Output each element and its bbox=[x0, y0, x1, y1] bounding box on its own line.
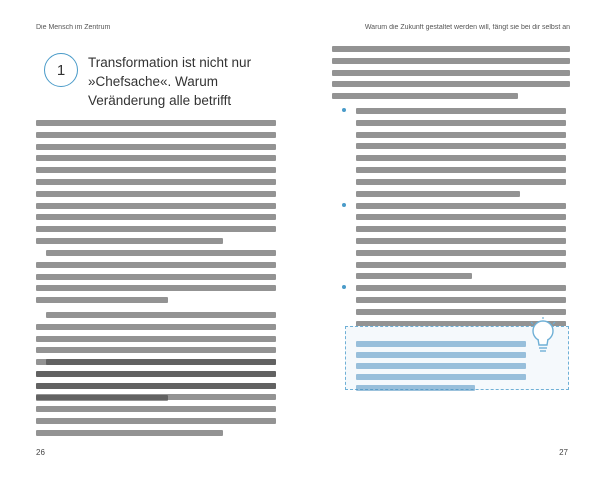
body-text-left-1 bbox=[36, 120, 276, 250]
bullet-icon bbox=[342, 285, 346, 289]
body-text-right-1 bbox=[332, 46, 570, 105]
body-text-left-4 bbox=[36, 359, 276, 442]
tip-text bbox=[356, 341, 526, 396]
running-head-right: Warum die Zukunft gestaltet werden will, fängt sie bei dir selbst an bbox=[364, 24, 570, 31]
body-text-left-2 bbox=[36, 250, 276, 309]
running-head-left: Die Mensch im Zentrum bbox=[36, 24, 111, 31]
tip-box bbox=[345, 326, 569, 390]
page-number-right: 27 bbox=[559, 448, 568, 457]
list-item bbox=[342, 108, 566, 197]
page-number-left: 26 bbox=[36, 448, 45, 457]
chapter-number: 1 bbox=[44, 53, 78, 87]
list-item bbox=[342, 203, 566, 280]
bullet-icon bbox=[342, 108, 346, 112]
lightbulb-icon bbox=[528, 317, 558, 357]
bullet-icon bbox=[342, 203, 346, 207]
chapter-title: Transformation ist nicht nur »Chefsache«. Warum Veränderung alle betrifft bbox=[88, 55, 252, 108]
